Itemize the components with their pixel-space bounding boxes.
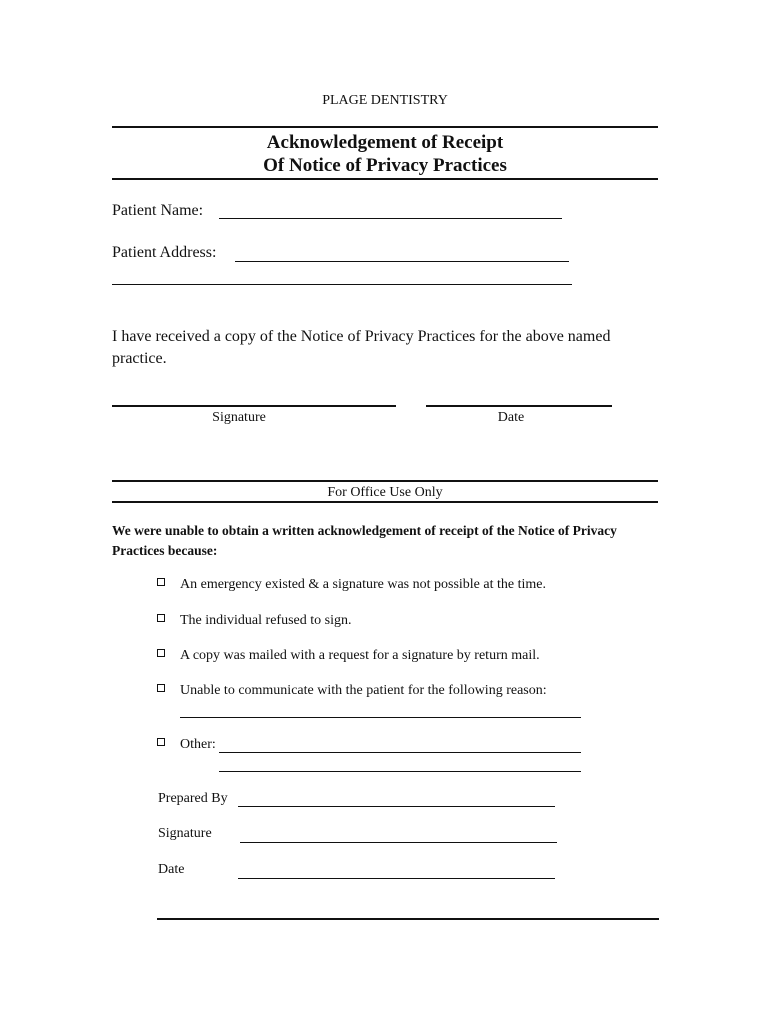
checkbox-refused[interactable] (157, 614, 165, 622)
prepared-by-label: Prepared By (158, 791, 228, 806)
patient-name-label: Patient Name: (112, 202, 204, 219)
patient-address-input-line-1[interactable] (235, 261, 569, 262)
patient-name-input-line[interactable] (219, 218, 562, 219)
signature-input-line[interactable] (112, 405, 396, 407)
office-signature-input-line[interactable] (240, 842, 557, 843)
header-rule-top (112, 126, 658, 128)
signature-caption: Signature (212, 410, 266, 425)
form-title-line1: Acknowledgement of Receipt (266, 132, 504, 153)
acknowledgement-text: I have received a copy of the Notice of Privacy Practices for the above named practice. (112, 328, 611, 367)
office-date-input-line[interactable] (238, 878, 555, 879)
checkbox-mailed[interactable] (157, 649, 165, 657)
checkbox-unable-communicate[interactable] (157, 684, 165, 692)
footer-rule (157, 918, 659, 920)
patient-address-field (112, 244, 216, 262)
other-input-line-2[interactable] (219, 771, 581, 772)
office-rule-top (112, 480, 658, 482)
option-mailed (157, 648, 540, 664)
header-rule-bottom (112, 178, 658, 180)
patient-address-label: Patient Address: (112, 244, 217, 261)
option-emergency-label: An emergency existed & a signature was not possible at the time. (180, 577, 546, 592)
prepared-by-input-line[interactable] (238, 806, 555, 807)
other-input-line-1[interactable] (219, 752, 581, 753)
form-title-line2: Of Notice of Privacy Practices (263, 155, 507, 176)
patient-name-field (112, 202, 203, 220)
date-caption: Date (497, 410, 525, 425)
patient-address-input-line-2[interactable] (112, 284, 572, 285)
date-input-line[interactable] (426, 405, 612, 407)
option-emergency (157, 577, 546, 593)
option-other-label: Other: (180, 737, 216, 752)
office-date-label: Date (158, 862, 185, 877)
option-unable-communicate-label: Unable to communicate with the patient for the following reason: (180, 683, 547, 698)
office-signature-label: Signature (158, 826, 212, 841)
unable-reason-input-line[interactable] (180, 717, 581, 718)
practice-name: PLAGE DENTISTRY (322, 93, 448, 108)
option-other (157, 737, 216, 753)
office-rule-bottom (112, 501, 658, 503)
office-use-heading: For Office Use Only (327, 485, 443, 500)
option-refused-label: The individual refused to sign. (180, 613, 352, 628)
option-mailed-label: A copy was mailed with a request for a signature by return mail. (180, 648, 540, 663)
option-unable-communicate (157, 683, 547, 699)
unable-statement: We were unable to obtain a written acknowledgement of receipt of the Notice of Privacy Practices because: (112, 523, 617, 558)
checkbox-other[interactable] (157, 738, 165, 746)
checkbox-emergency[interactable] (157, 578, 165, 586)
option-refused (157, 613, 351, 629)
